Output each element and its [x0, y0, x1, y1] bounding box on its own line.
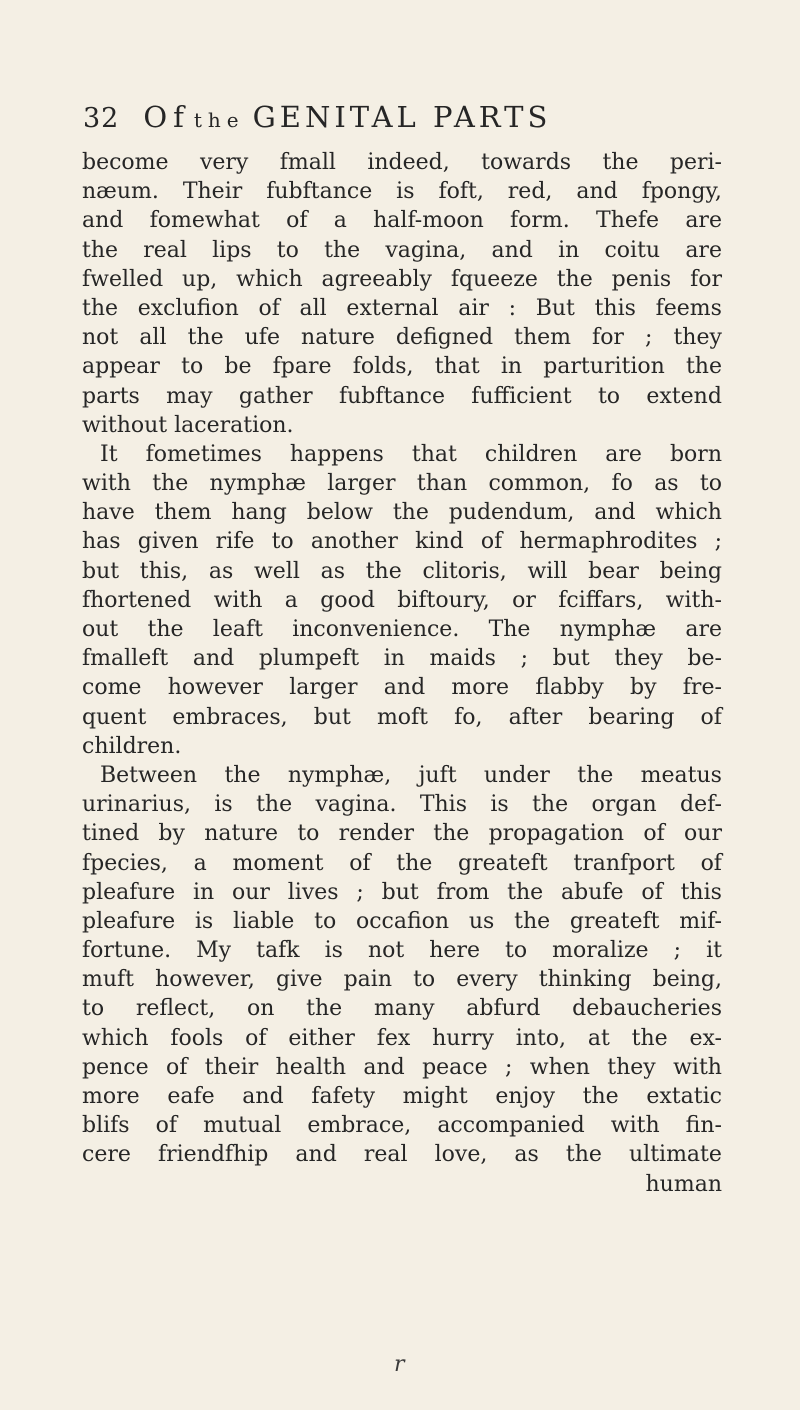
- text-line: to reflect, on the many abfurd debaucheries: [82, 996, 722, 1022]
- text-line: urinarius, is the vagina. This is the organ def-: [82, 792, 722, 818]
- text-line: which fools of either fex hurry into, at the ex-: [82, 1025, 722, 1051]
- text-line: It fometimes happens that children are born: [100, 441, 722, 467]
- text-line: but this, as well as the clitoris, will bear being: [82, 558, 722, 584]
- text-line: pleafure is liable to occafion us the greateft mif-: [82, 908, 722, 934]
- signature-mark: r: [394, 1352, 405, 1377]
- text-line: fwelled up, which agreeably fqueeze the penis for: [82, 266, 722, 292]
- text-line: has given rife to another kind of hermaphrodites ;: [82, 529, 722, 555]
- text-line: children.: [82, 733, 182, 759]
- text-line: tined by nature to render the propagation of our: [82, 821, 722, 847]
- text-line: muft however, give pain to every thinking being,: [82, 967, 722, 993]
- text-line: have them hang below the pudendum, and which: [82, 500, 722, 526]
- text-line: Between the nymphæ, juft under the meatus: [100, 762, 722, 788]
- text-line: the exclufion of all external air : But this feems: [82, 295, 722, 321]
- text-line: become very fmall indeed, towards the peri-: [82, 150, 722, 175]
- text-line: pleafure in our lives ; but from the abufe of this: [82, 879, 722, 905]
- text-line: come however larger and more flabby by fre-: [82, 675, 722, 701]
- text-line: without laceration.: [82, 412, 294, 438]
- running-header: [83, 100, 723, 137]
- text-line: blifs of mutual embrace, accompanied with fin-: [82, 1113, 722, 1139]
- text-line: not all the ufe nature defigned them for ; they: [82, 325, 722, 351]
- text-line: næum. Their fubftance is foft, red, and fpongy,: [82, 179, 722, 205]
- catchword: human: [645, 1171, 722, 1197]
- text-line: appear to be fpare folds, that in parturition the: [82, 354, 722, 380]
- text-line: with the nymphæ larger than common, fo as to: [82, 471, 722, 497]
- text-line: pence of their health and peace ; when they with: [82, 1054, 722, 1080]
- text-line: fortune. My tafk is not here to moralize ; it: [82, 938, 722, 964]
- header-title: GENITAL PARTS: [252, 100, 552, 134]
- text-line: fpecies, a moment of the greateft tranfport of: [82, 850, 722, 876]
- text-line: cere friendfhip and real love, as the ultimate: [82, 1142, 722, 1168]
- text-line: more eafe and fafety might enjoy the extatic: [82, 1084, 722, 1109]
- text-line: fmalleft and plumpeft in maids ; but they be-: [82, 646, 722, 672]
- page-number: 32: [83, 103, 120, 134]
- text-line: fhortened with a good biftoury, or fciffars, with-: [82, 587, 722, 613]
- header-of: Of: [143, 100, 190, 134]
- text-line: quent embraces, but moft fo, after bearing of: [82, 704, 722, 730]
- header-the: the: [193, 108, 245, 132]
- text-line: and fomewhat of a half-moon form. Thefe are: [82, 208, 722, 234]
- text-line: the real lips to the vagina, and in coitu are: [82, 237, 722, 263]
- body-text: [82, 148, 722, 1199]
- text-line: parts may gather fubftance fufficient to extend: [82, 383, 722, 409]
- text-line: out the leaft inconvenience. The nymphæ are: [82, 617, 722, 642]
